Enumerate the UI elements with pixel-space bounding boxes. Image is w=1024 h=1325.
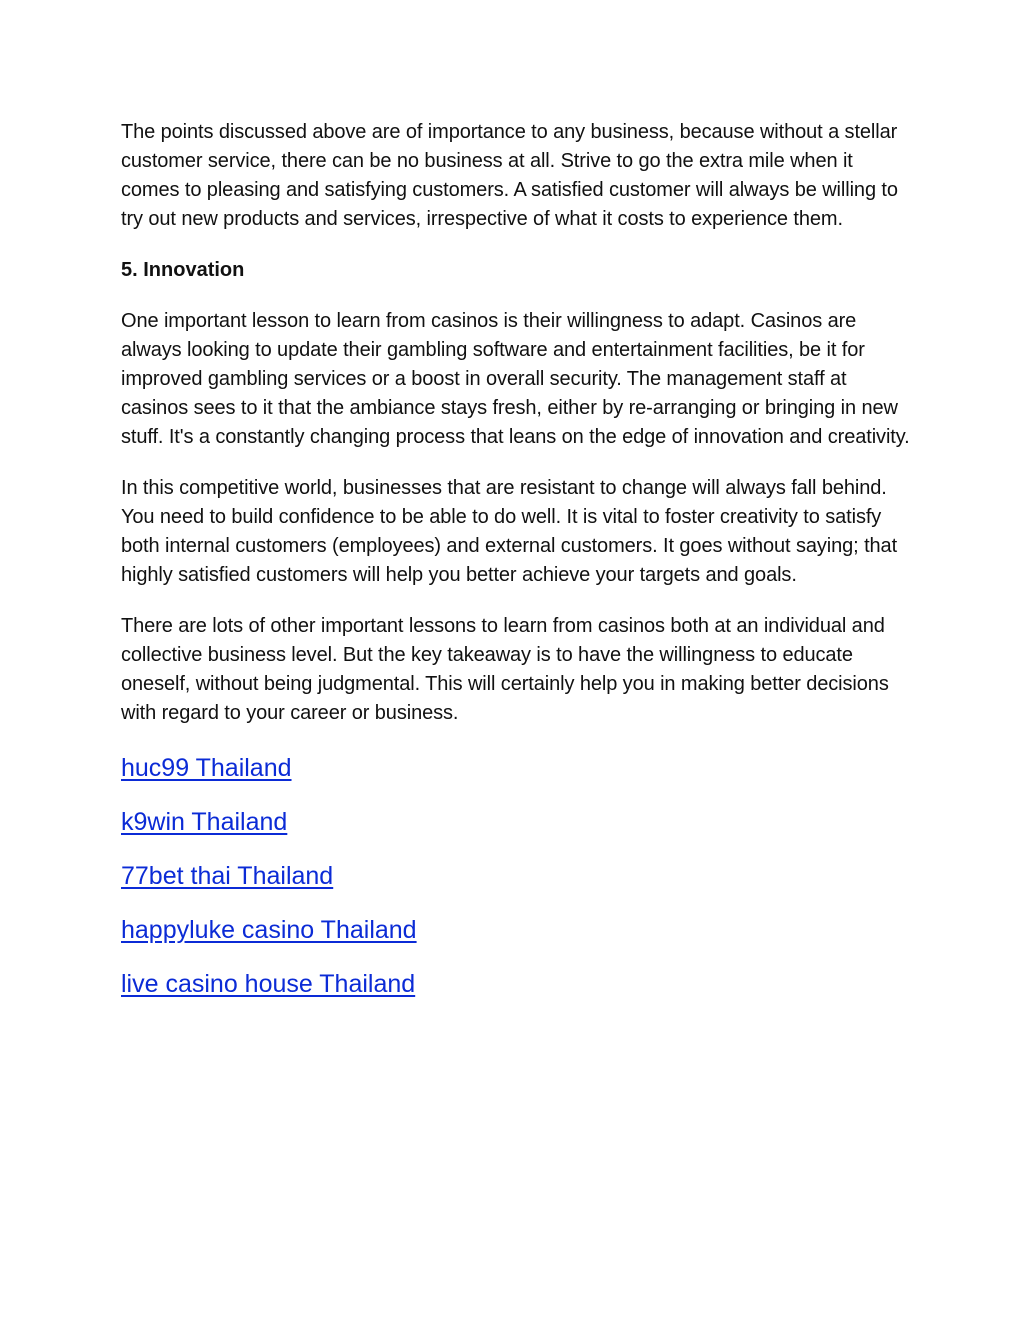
intro-paragraph: The points discussed above are of importance to any business, because without a stellar customer service, there can be no business at all. Strive to go the extra mile when it comes to pleasing and satisfying customers. A satisfied customer will always be willing to try out new products and services, irrespective of what it costs to experience them. [121, 121, 898, 230]
link-live-casino-house[interactable]: live casino house Thailand [121, 970, 416, 998]
link-77bet[interactable]: 77bet thai Thailand [121, 862, 334, 890]
body-paragraph-1: One important lesson to learn from casinos is their willingness to adapt. Casinos are always looking to update their gambling software and entertainment facilities, be it for improved gambling services or a boost in overall security. The management staff at casinos sees to it that the ambiance stays fresh, either by re-arranging or bringing in new stuff. It's a constantly changing process that leans on the edge of innovation and creativity. [121, 310, 910, 448]
body-paragraph-2: In this competitive world, businesses that are resistant to change will always fall behind. You need to build confidence to be able to do well. It is vital to foster creativity to satisfy both internal customers (employees) and external customers. It goes without saying; that highly satisfied customers will help you better achieve your targets and goals. [121, 477, 898, 586]
link-huc99[interactable]: huc99 Thailand [121, 754, 292, 782]
link-list [121, 753, 911, 999]
document-page [121, 118, 911, 1023]
body-paragraph-3: There are lots of other important lessons to learn from casinos both at an individual and collective business level. But the key takeaway is to have the willingness to educate oneself, without being judgmental. This will certainly help you in making better decisions with regard to your career or business. [121, 615, 889, 724]
link-happyluke[interactable]: happyluke casino Thailand [121, 916, 417, 944]
link-k9win[interactable]: k9win Thailand [121, 808, 288, 836]
section-heading: 5. Innovation [121, 259, 245, 281]
